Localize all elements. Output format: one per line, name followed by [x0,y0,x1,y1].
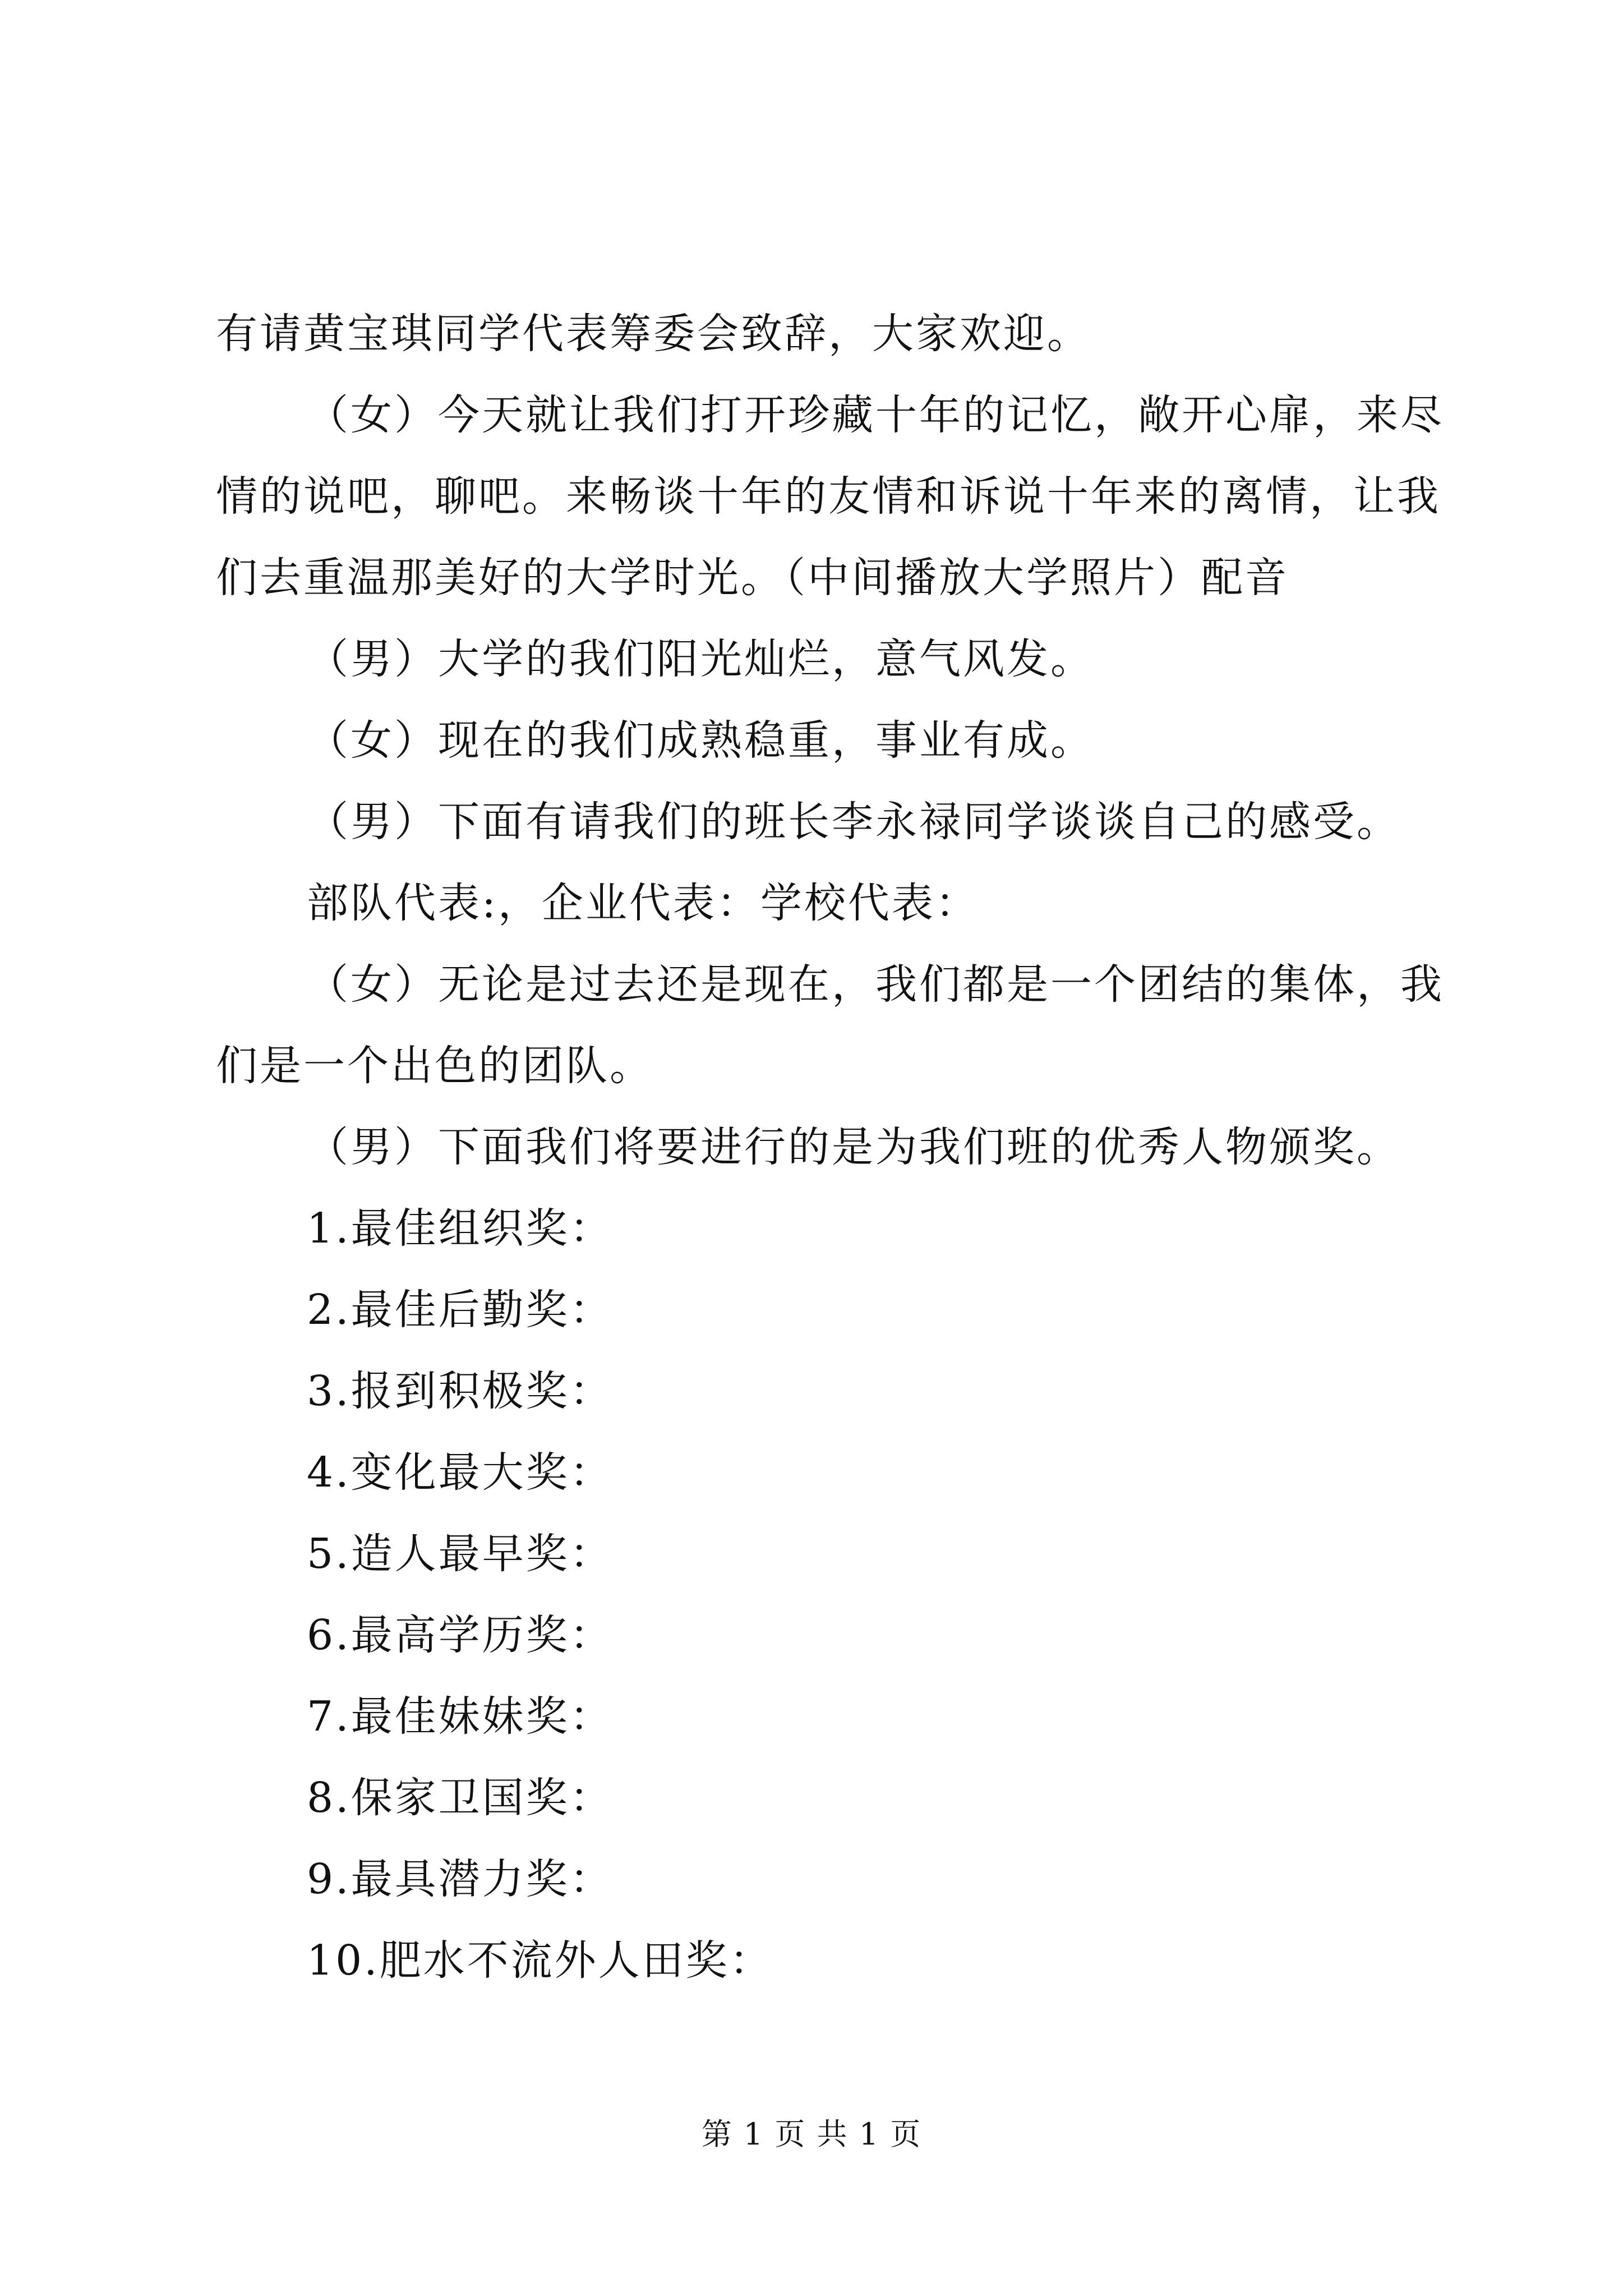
award-item: 3.报到积极奖： [307,1367,614,1415]
award-item: 10.肥水不流外人田奖： [307,1936,773,1985]
award-item: 7.最佳妹妹奖： [307,1692,614,1741]
text-line: 情的说吧，聊吧。来畅谈十年的友情和诉说十年来的离情，让我 [216,472,1441,521]
award-item: 2.最佳后勤奖： [307,1286,614,1334]
award-item: 4.变化最大奖： [307,1448,614,1497]
text-line: （女）现在的我们成熟稳重，事业有成。 [307,716,1094,765]
text-line: 有请黄宝琪同学代表筹委会致辞，大家欢迎。 [216,310,1091,358]
text-line: （男）下面我们将要进行的是为我们班的优秀人物颁奖。 [307,1123,1400,1171]
award-item: 5.造人最早奖： [307,1530,614,1578]
text-line: 部队代表:，企业代表：学校代表： [307,879,979,927]
text-line: 们是一个出色的团队。 [216,1042,653,1090]
text-line: （男）下面有请我们的班长李永禄同学谈谈自己的感受。 [307,798,1400,846]
text-line: （女）今天就让我们打开珍藏十年的记忆，敞开心扉，来尽 [307,391,1444,439]
award-item: 8.保家卫国奖： [307,1774,614,1822]
text-line: （男）大学的我们阳光灿烂，意气风发。 [307,635,1094,683]
page-footer: 第 1 页 共 1 页 [701,2116,922,2152]
award-item: 1.最佳组织奖： [307,1204,614,1253]
text-line: （女）无论是过去还是现在，我们都是一个团结的集体，我 [307,960,1444,1009]
text-line: 们去重温那美好的大学时光。（中间播放大学照片）配音 [216,554,1289,602]
award-item: 6.最高学历奖： [307,1611,614,1659]
award-item: 9.最具潜力奖： [307,1855,614,1903]
